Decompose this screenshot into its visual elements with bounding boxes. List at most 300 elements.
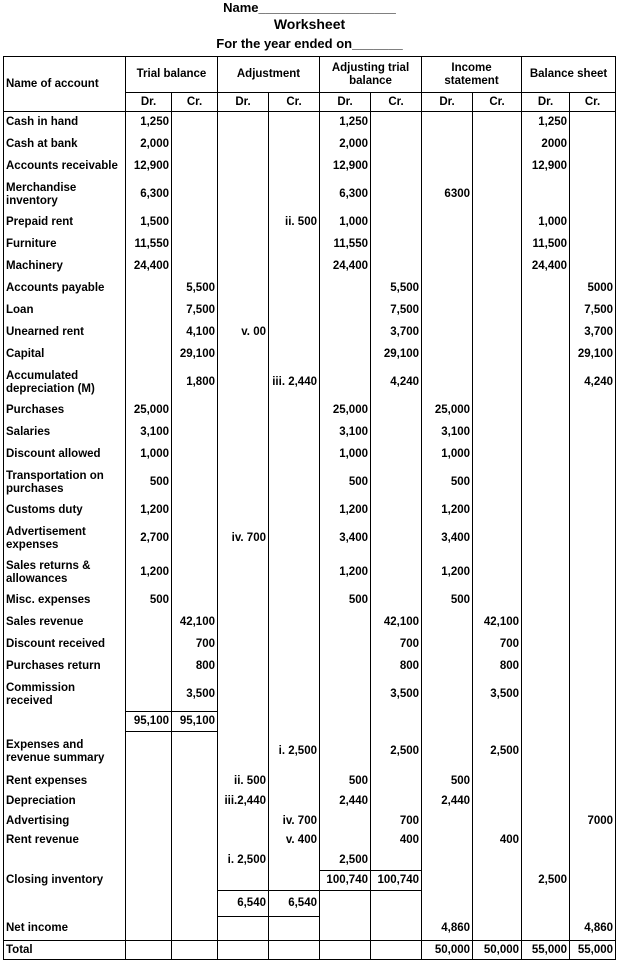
cell-bs-cr	[570, 871, 616, 891]
cell-is-dr	[422, 278, 473, 300]
account-name: Rent expenses	[4, 772, 126, 792]
table-row	[4, 178, 616, 212]
cell-is-cr	[473, 444, 522, 466]
cell-adj-cr	[269, 871, 320, 891]
table-row	[4, 500, 616, 522]
cell-is-dr	[422, 678, 473, 712]
cell-adj-dr	[218, 344, 269, 366]
cell-atb-cr	[371, 212, 422, 234]
cell-bs-dr: 55,000	[522, 941, 570, 960]
cell-adj-dr: iv. 700	[218, 522, 269, 556]
cell-is-dr: 1,000	[422, 444, 473, 466]
account-name: Furniture	[4, 234, 126, 256]
trial-balance-cr-header: Cr.	[172, 93, 218, 112]
cell-tb-dr: 500	[126, 590, 172, 612]
account-name	[4, 712, 126, 732]
account-name: Closing inventory	[4, 871, 126, 891]
cell-tb-cr	[172, 792, 218, 812]
cell-atb-cr	[371, 234, 422, 256]
account-name: Accounts receivable	[4, 156, 126, 178]
cell-adj-cr	[269, 344, 320, 366]
cell-bs-dr: 2,500	[522, 871, 570, 891]
cell-bs-cr	[570, 678, 616, 712]
cell-bs-cr	[570, 831, 616, 851]
cell-adj-dr	[218, 134, 269, 156]
cell-is-cr	[473, 812, 522, 831]
cell-bs-cr	[570, 466, 616, 500]
cell-atb-dr: 3,400	[320, 522, 371, 556]
cell-adj-cr	[269, 134, 320, 156]
cell-atb-cr	[371, 917, 422, 941]
cell-tb-dr: 1,200	[126, 556, 172, 590]
cell-is-dr	[422, 634, 473, 656]
cell-atb-cr: 700	[371, 634, 422, 656]
cell-is-dr	[422, 812, 473, 831]
cell-tb-cr: 42,100	[172, 612, 218, 634]
cell-atb-dr	[320, 322, 371, 344]
cell-is-cr: 2,500	[473, 732, 522, 772]
cell-tb-dr	[126, 300, 172, 322]
cell-adj-dr	[218, 634, 269, 656]
cell-atb-cr	[371, 941, 422, 960]
cell-atb-dr	[320, 831, 371, 851]
cell-is-dr	[422, 851, 473, 871]
cell-bs-dr: 12,900	[522, 156, 570, 178]
cell-atb-cr: 3,500	[371, 678, 422, 712]
cell-bs-cr	[570, 772, 616, 792]
cell-is-cr	[473, 556, 522, 590]
cell-is-cr	[473, 112, 522, 134]
cell-adj-dr: iii.2,440	[218, 792, 269, 812]
account-name: Net income	[4, 917, 126, 941]
table-row	[4, 891, 616, 917]
cell-adj-cr	[269, 178, 320, 212]
cell-adj-cr: 6,540	[269, 891, 320, 917]
cell-atb-dr: 3,100	[320, 422, 371, 444]
cell-bs-cr: 7000	[570, 812, 616, 831]
cell-atb-cr: 42,100	[371, 612, 422, 634]
cell-tb-dr	[126, 917, 172, 941]
cell-adj-cr	[269, 234, 320, 256]
account-name: Discount received	[4, 634, 126, 656]
cell-is-cr	[473, 590, 522, 612]
income-statement-header: Income statement	[422, 57, 522, 93]
cell-tb-dr	[126, 871, 172, 891]
cell-is-dr: 3,100	[422, 422, 473, 444]
trial-balance-dr-header: Dr.	[126, 93, 172, 112]
cell-tb-cr: 700	[172, 634, 218, 656]
cell-tb-dr	[126, 278, 172, 300]
account-name: Transportation on purchases	[4, 466, 126, 500]
cell-adj-cr	[269, 522, 320, 556]
cell-tb-cr	[172, 234, 218, 256]
cell-adj-cr	[269, 444, 320, 466]
cell-tb-dr: 25,000	[126, 400, 172, 422]
cell-is-cr	[473, 712, 522, 732]
table-row	[4, 112, 616, 134]
table-row	[4, 871, 616, 891]
cell-tb-dr	[126, 831, 172, 851]
cell-is-cr	[473, 891, 522, 917]
cell-adj-cr	[269, 634, 320, 656]
cell-is-dr	[422, 712, 473, 732]
cell-adj-cr	[269, 917, 320, 941]
cell-adj-dr: ii. 500	[218, 772, 269, 792]
cell-bs-cr	[570, 256, 616, 278]
table-row	[4, 212, 616, 234]
cell-atb-dr: 1,200	[320, 556, 371, 590]
cell-is-cr: 50,000	[473, 941, 522, 960]
cell-bs-dr	[522, 300, 570, 322]
cell-adj-dr	[218, 712, 269, 732]
cell-bs-dr	[522, 792, 570, 812]
cell-adj-cr: i. 2,500	[269, 732, 320, 772]
cell-atb-dr: 6,300	[320, 178, 371, 212]
table-row	[4, 732, 616, 772]
cell-bs-cr	[570, 612, 616, 634]
cell-tb-cr	[172, 812, 218, 831]
account-name: Advertising	[4, 812, 126, 831]
cell-atb-dr: 1,000	[320, 212, 371, 234]
cell-atb-cr	[371, 400, 422, 422]
cell-tb-dr: 24,400	[126, 256, 172, 278]
cell-bs-dr	[522, 634, 570, 656]
cell-atb-cr: 29,100	[371, 344, 422, 366]
cell-tb-cr	[172, 941, 218, 960]
cell-tb-dr: 500	[126, 466, 172, 500]
cell-is-dr	[422, 156, 473, 178]
account-name: Capital	[4, 344, 126, 366]
cell-is-cr: 700	[473, 634, 522, 656]
account-name: Loan	[4, 300, 126, 322]
account-name: Cash at bank	[4, 134, 126, 156]
cell-atb-cr	[371, 712, 422, 732]
cell-atb-cr: 5,500	[371, 278, 422, 300]
cell-is-cr	[473, 422, 522, 444]
cell-bs-dr	[522, 590, 570, 612]
table-row	[4, 422, 616, 444]
cell-is-dr	[422, 344, 473, 366]
cell-adj-dr	[218, 112, 269, 134]
cell-adj-cr	[269, 278, 320, 300]
cell-is-dr: 3,400	[422, 522, 473, 556]
table-row	[4, 812, 616, 831]
cell-tb-cr: 800	[172, 656, 218, 678]
account-name: Merchandise inventory	[4, 178, 126, 212]
cell-adj-cr	[269, 772, 320, 792]
cell-atb-dr	[320, 278, 371, 300]
cell-tb-cr	[172, 212, 218, 234]
cell-atb-cr	[371, 466, 422, 500]
cell-bs-dr	[522, 612, 570, 634]
cell-tb-cr	[172, 178, 218, 212]
cell-atb-cr: 2,500	[371, 732, 422, 772]
cell-bs-cr: 3,700	[570, 322, 616, 344]
cell-is-dr	[422, 831, 473, 851]
cell-tb-dr	[126, 941, 172, 960]
account-name: Purchases	[4, 400, 126, 422]
cell-atb-dr	[320, 678, 371, 712]
account-name: Sales returns & allowances	[4, 556, 126, 590]
cell-tb-cr	[172, 156, 218, 178]
account-name: Total	[4, 941, 126, 960]
cell-is-dr: 25,000	[422, 400, 473, 422]
cell-adj-cr	[269, 556, 320, 590]
table-row	[4, 941, 616, 960]
cell-adj-cr	[269, 678, 320, 712]
cell-bs-dr	[522, 831, 570, 851]
cell-tb-cr	[172, 112, 218, 134]
cell-bs-dr	[522, 400, 570, 422]
table-row	[4, 366, 616, 400]
cell-bs-cr	[570, 634, 616, 656]
cell-atb-dr	[320, 656, 371, 678]
cell-atb-dr	[320, 344, 371, 366]
cell-is-dr: 50,000	[422, 941, 473, 960]
cell-is-cr	[473, 400, 522, 422]
cell-is-dr: 6300	[422, 178, 473, 212]
cell-bs-dr	[522, 466, 570, 500]
cell-atb-dr	[320, 712, 371, 732]
cell-adj-dr	[218, 300, 269, 322]
cell-bs-cr	[570, 444, 616, 466]
table-row	[4, 772, 616, 792]
cell-tb-cr	[172, 256, 218, 278]
cell-bs-dr	[522, 678, 570, 712]
cell-is-cr: 42,100	[473, 612, 522, 634]
cell-bs-cr: 4,240	[570, 366, 616, 400]
cell-bs-dr: 2000	[522, 134, 570, 156]
cell-bs-dr	[522, 178, 570, 212]
cell-is-cr	[473, 466, 522, 500]
cell-is-cr	[473, 851, 522, 871]
account-name: Purchases return	[4, 656, 126, 678]
cell-tb-dr	[126, 366, 172, 400]
worksheet-table	[3, 56, 616, 960]
cell-bs-cr: 29,100	[570, 344, 616, 366]
cell-atb-cr	[371, 256, 422, 278]
account-name: Cash in hand	[4, 112, 126, 134]
cell-tb-cr	[172, 917, 218, 941]
cell-is-cr	[473, 178, 522, 212]
account-name	[4, 891, 126, 917]
table-row	[4, 278, 616, 300]
cell-atb-cr	[371, 422, 422, 444]
cell-bs-dr	[522, 278, 570, 300]
cell-tb-dr	[126, 891, 172, 917]
cell-adj-cr	[269, 322, 320, 344]
cell-adj-dr	[218, 812, 269, 831]
adjusting-trial-balance-cr-header: Cr.	[371, 93, 422, 112]
cell-atb-cr	[371, 444, 422, 466]
adjustment-header: Adjustment	[218, 57, 320, 93]
account-name	[4, 851, 126, 871]
table-row	[4, 256, 616, 278]
cell-is-cr: 3,500	[473, 678, 522, 712]
account-column-header: Name of account	[4, 57, 126, 112]
cell-adj-dr	[218, 500, 269, 522]
cell-tb-dr	[126, 344, 172, 366]
cell-adj-cr	[269, 851, 320, 871]
cell-bs-dr	[522, 444, 570, 466]
cell-atb-cr	[371, 891, 422, 917]
cell-atb-cr	[371, 156, 422, 178]
account-name: Prepaid rent	[4, 212, 126, 234]
cell-is-dr	[422, 234, 473, 256]
cell-atb-dr	[320, 812, 371, 831]
table-row	[4, 656, 616, 678]
cell-is-cr	[473, 522, 522, 556]
account-name: Accumulated depreciation (M)	[4, 366, 126, 400]
cell-atb-dr	[320, 917, 371, 941]
cell-adj-dr	[218, 831, 269, 851]
cell-tb-dr: 6,300	[126, 178, 172, 212]
cell-adj-cr: iii. 2,440	[269, 366, 320, 400]
cell-bs-dr	[522, 812, 570, 831]
cell-bs-dr	[522, 656, 570, 678]
cell-adj-cr: v. 400	[269, 831, 320, 851]
cell-is-cr: 800	[473, 656, 522, 678]
account-name: Advertisement expenses	[4, 522, 126, 556]
cell-bs-dr	[522, 522, 570, 556]
cell-atb-dr: 25,000	[320, 400, 371, 422]
cell-is-dr	[422, 871, 473, 891]
cell-adj-cr: iv. 700	[269, 812, 320, 831]
cell-atb-dr: 100,740	[320, 871, 371, 891]
table-row	[4, 444, 616, 466]
table-row	[4, 712, 616, 732]
cell-atb-dr: 500	[320, 772, 371, 792]
cell-tb-dr: 1,250	[126, 112, 172, 134]
cell-adj-cr	[269, 590, 320, 612]
cell-atb-dr	[320, 366, 371, 400]
table-row	[4, 792, 616, 812]
cell-adj-dr	[218, 234, 269, 256]
account-name: Rent revenue	[4, 831, 126, 851]
cell-adj-dr	[218, 278, 269, 300]
table-row	[4, 917, 616, 941]
cell-is-cr: 400	[473, 831, 522, 851]
cell-tb-cr	[172, 400, 218, 422]
cell-is-dr: 1,200	[422, 500, 473, 522]
cell-tb-cr: 1,800	[172, 366, 218, 400]
cell-bs-cr	[570, 400, 616, 422]
cell-adj-dr	[218, 556, 269, 590]
balance-sheet-header: Balance sheet	[522, 57, 616, 93]
cell-is-cr	[473, 917, 522, 941]
table-row	[4, 134, 616, 156]
cell-tb-cr	[172, 134, 218, 156]
cell-adj-dr	[218, 366, 269, 400]
cell-adj-dr	[218, 400, 269, 422]
table-row	[4, 322, 616, 344]
cell-bs-cr	[570, 234, 616, 256]
cell-is-cr	[473, 134, 522, 156]
account-name: Sales revenue	[4, 612, 126, 634]
account-name: Unearned rent	[4, 322, 126, 344]
cell-atb-dr: 2,000	[320, 134, 371, 156]
cell-bs-dr: 11,500	[522, 234, 570, 256]
cell-bs-cr: 55,000	[570, 941, 616, 960]
balance-sheet-cr-header: Cr.	[570, 93, 616, 112]
cell-tb-cr: 3,500	[172, 678, 218, 712]
cell-bs-cr	[570, 500, 616, 522]
cell-atb-cr	[371, 500, 422, 522]
table-row	[4, 634, 616, 656]
cell-tb-dr	[126, 322, 172, 344]
table-row	[4, 466, 616, 500]
cell-adj-dr: v. 00	[218, 322, 269, 344]
cell-adj-cr: ii. 500	[269, 212, 320, 234]
cell-adj-dr	[218, 256, 269, 278]
cell-tb-dr: 2,000	[126, 134, 172, 156]
cell-atb-cr: 3,700	[371, 322, 422, 344]
cell-bs-dr	[522, 891, 570, 917]
cell-bs-cr	[570, 422, 616, 444]
cell-atb-cr	[371, 792, 422, 812]
cell-tb-cr	[172, 772, 218, 792]
account-name: Customs duty	[4, 500, 126, 522]
cell-tb-dr: 1,200	[126, 500, 172, 522]
cell-atb-dr: 1,250	[320, 112, 371, 134]
cell-is-dr: 4,860	[422, 917, 473, 941]
cell-atb-cr	[371, 556, 422, 590]
account-name: Commission received	[4, 678, 126, 712]
cell-tb-cr: 29,100	[172, 344, 218, 366]
cell-is-cr	[473, 366, 522, 400]
cell-bs-dr	[522, 422, 570, 444]
cell-bs-cr	[570, 134, 616, 156]
cell-tb-dr	[126, 772, 172, 792]
cell-bs-cr: 5000	[570, 278, 616, 300]
cell-atb-dr	[320, 300, 371, 322]
cell-bs-dr	[522, 322, 570, 344]
cell-adj-dr	[218, 444, 269, 466]
table-row	[4, 522, 616, 556]
cell-adj-cr	[269, 256, 320, 278]
cell-tb-cr: 95,100	[172, 712, 218, 732]
cell-bs-cr	[570, 732, 616, 772]
cell-is-cr	[473, 278, 522, 300]
cell-adj-cr	[269, 300, 320, 322]
cell-bs-cr	[570, 792, 616, 812]
cell-bs-cr	[570, 156, 616, 178]
account-name: Accounts payable	[4, 278, 126, 300]
cell-tb-dr	[126, 732, 172, 772]
cell-is-dr	[422, 366, 473, 400]
cell-bs-cr	[570, 112, 616, 134]
cell-atb-dr: 12,900	[320, 156, 371, 178]
table-row	[4, 156, 616, 178]
cell-is-cr	[473, 772, 522, 792]
cell-bs-cr: 4,860	[570, 917, 616, 941]
account-name: Discount allowed	[4, 444, 126, 466]
cell-atb-dr: 1,000	[320, 444, 371, 466]
cell-adj-dr	[218, 422, 269, 444]
cell-bs-dr	[522, 344, 570, 366]
cell-atb-dr	[320, 941, 371, 960]
account-name: Depreciation	[4, 792, 126, 812]
cell-tb-cr	[172, 466, 218, 500]
balance-sheet-dr-header: Dr.	[522, 93, 570, 112]
cell-is-dr	[422, 891, 473, 917]
income-statement-dr-header: Dr.	[422, 93, 473, 112]
adjustment-cr-header: Cr.	[269, 93, 320, 112]
cell-is-dr	[422, 732, 473, 772]
cell-bs-cr	[570, 590, 616, 612]
cell-adj-cr	[269, 792, 320, 812]
cell-tb-dr	[126, 678, 172, 712]
